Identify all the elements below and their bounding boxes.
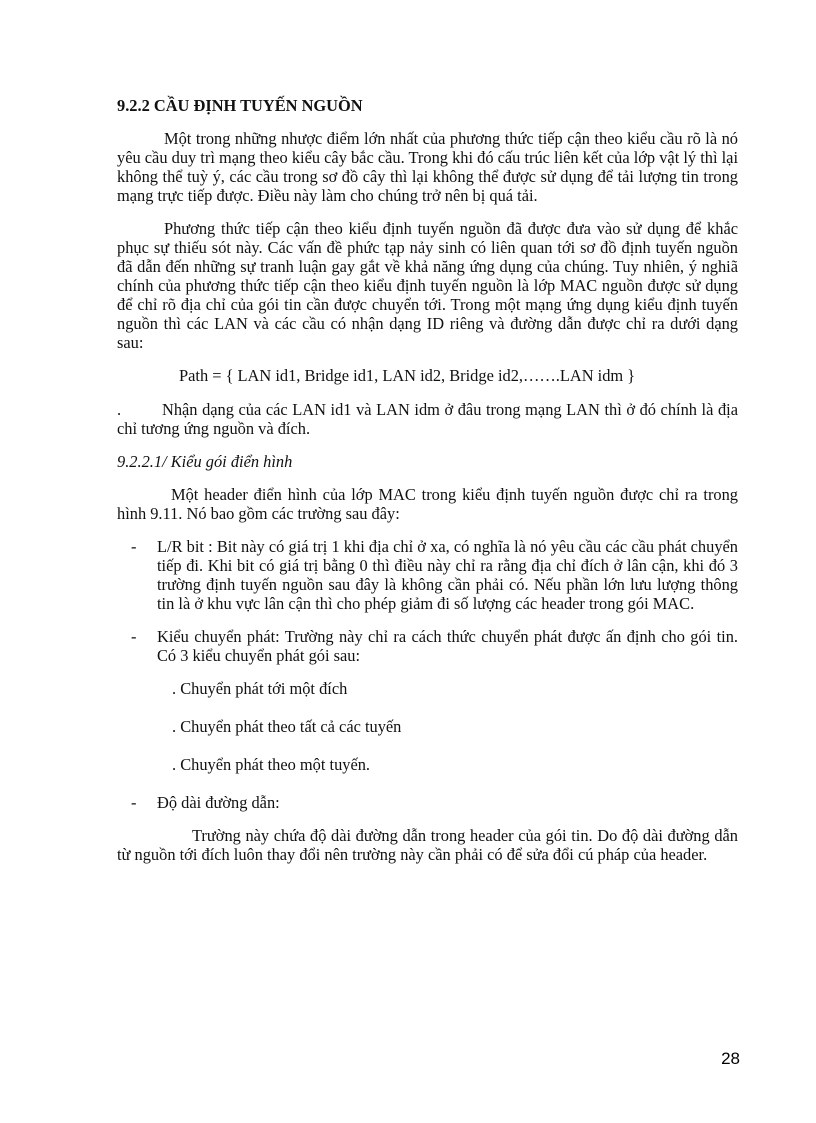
subsection-heading: 9.2.2.1/ Kiểu gói điển hình <box>117 452 293 471</box>
page-number: 28 <box>721 1049 740 1068</box>
bullet-item <box>117 627 738 665</box>
path-formula: Path = { LAN id1, Bridge id1, LAN id2, Bridge id2,…….LAN idm } <box>179 366 636 385</box>
bullet-dash: - <box>131 793 137 812</box>
paragraph-1: Một trong những nhược điểm lớn nhất của phương thức tiếp cận theo kiểu cầu rõ là nó yêu cầu duy trì mạng theo kiểu cây bắc cầu. Trong khi đó cấu trúc liên kết của lớp vật lý thì lại không thể tuỳ ý, các cầu trong sơ đồ cây thì lại không thể được sử dụng để tải lượng tin trong mạng trực tiếp được. Điều này làm cho chúng trở nên bị quá tải. <box>117 129 738 205</box>
document-page <box>117 88 738 878</box>
paragraph-3 <box>117 400 738 438</box>
delivery-type-item: . Chuyển phát tới một đích <box>172 679 348 698</box>
bullet-dash: - <box>131 537 137 556</box>
bullet-text: Độ dài đường dẫn: <box>157 793 280 812</box>
bullet-text: Kiểu chuyển phát: Trường này chỉ ra cách thức chuyển phát được ấn định cho gói tin. Có 3 kiểu chuyển phát gói sau: <box>157 627 738 665</box>
bullet-text: L/R bit : Bit này có giá trị 1 khi địa chỉ ở xa, có nghĩa là nó yêu cầu các cầu phát chuyển tiếp đi. Khi bit có giá trị bằng 0 thì điều này chỉ ra rằng địa chỉ đích ở lân cận, khi đó 3 trường định tuyến nguồn sau đây là không cần phải có. Nếu phần lớn lưu lượng thông tin là ở khu vực lân cận thì cho phép giảm đi số lượng các header trong gói MAC. <box>157 537 738 613</box>
paragraph-4: Một header điển hình của lớp MAC trong kiểu định tuyến nguồn được chỉ ra trong hình 9.11. Nó bao gồm các trường sau đây: <box>117 485 738 523</box>
paragraph-3-dot: . <box>117 400 122 419</box>
bullet-item <box>117 537 738 613</box>
delivery-type-item: . Chuyển phát theo một tuyến. <box>172 755 371 774</box>
bullet-item <box>117 793 738 812</box>
paragraph-2: Phương thức tiếp cận theo kiểu định tuyến nguồn đã được đưa vào sử dụng để khắc phục sự thiếu sót này. Các vấn đề phức tạp nảy sinh có liên quan tới sơ đồ định tuyến nguồn đã dẫn đến những sự tranh luận gay gắt về khả năng ứng dụng của chúng. Tuy nhiên, ý nghiã chính của phương thức tiếp cận theo kiểu định tuyến nguồn là lớp MAC nguồn được sử dụng để chỉ rõ địa chỉ của gói tin cần được chuyển tới. Trong một mạng ứng dụng kiểu định tuyến nguồn thì các LAN và các cầu có nhận dạng ID riêng và đường dẫn được chỉ ra dưới dạng sau: <box>117 219 738 352</box>
delivery-type-item: . Chuyển phát theo tất cả các tuyến <box>172 717 402 736</box>
section-heading: 9.2.2 CẦU ĐỊNH TUYẾN NGUỒN <box>117 96 363 115</box>
paragraph-5: Trường này chứa độ dài đường dẫn trong header của gói tin. Do độ dài đường dẫn từ nguồn tới đích luôn thay đổi nên trường này cần phải có để sửa đổi cú pháp của header. <box>117 826 738 864</box>
paragraph-3-text: Nhận dạng của các LAN id1 và LAN idm ở đâu trong mạng LAN thì ở đó chính là địa chỉ tương ứng nguồn và đích. <box>117 400 738 438</box>
bullet-dash: - <box>131 627 137 646</box>
